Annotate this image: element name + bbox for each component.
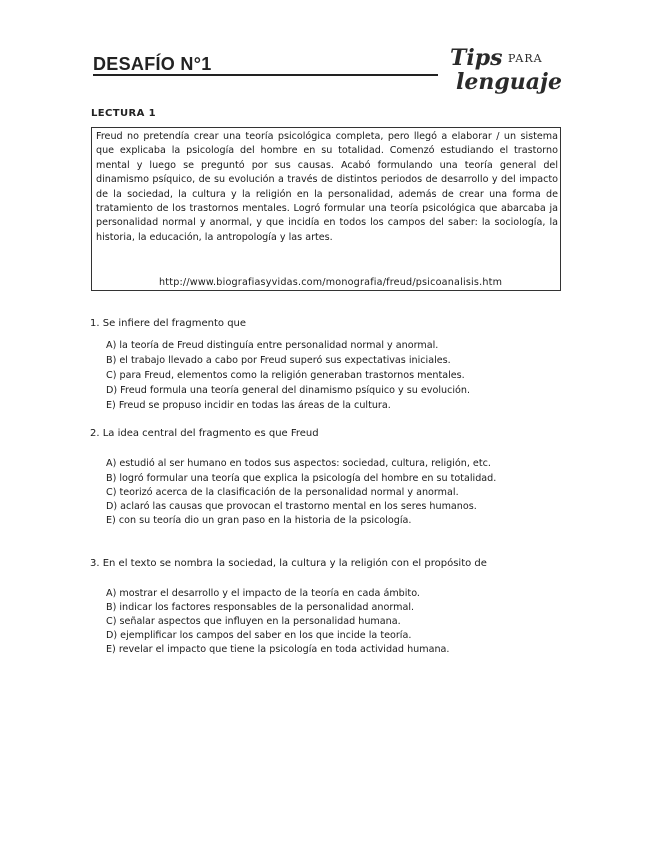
question-3-option-a[interactable]: A) mostrar el desarrollo y el impacto de la teoría en cada ámbito. (106, 588, 420, 599)
reading-text: Freud no pretendía crear una teoría psicológica completa, pero llegó a elaborar / un sistema que explicaba la psicología del hombre en su totalidad. Comenzó estudiando el trastorno mental y luego se preguntó por sus causas. Acabó formulando una teoría general del dinamismo psíquico, de su evolución a través de distintos periodos de desarrollo y del impacto de la sociedad, la cultura y la religión en la personalidad, además de crear una forma de tratamiento de los trastornos mentales. Logró formular una teoría psicológica que abarcaba ja personalidad normal y anormal, y que incidía en todos los campos del saber: la sociología, la historia, la educación, la antropología y las artes. (96, 131, 558, 243)
page-title: DESAFÍO N°1 (93, 54, 212, 74)
question-2-prompt: 2. La idea central del fragmento es que Freud (90, 428, 319, 439)
question-1-prompt: 1. Se infiere del fragmento que (90, 318, 247, 329)
question-3-option-b[interactable]: B) indicar los factores responsables de la personalidad anormal. (106, 602, 415, 613)
question-2-option-d[interactable]: D) aclaró las causas que provocan el trastorno mental en los seres humanos. (106, 501, 477, 512)
question-2-option-b[interactable]: B) logró formular una teoría que explica la psicología del hombre en su totalidad. (106, 473, 497, 484)
title-underline (93, 74, 438, 76)
question-3-option-c[interactable]: C) señalar aspectos que influyen en la personalidad humana. (106, 616, 401, 627)
question-2-option-c[interactable]: C) teorizó acerca de la clasificación de la personalidad normal y anormal. (106, 487, 459, 498)
question-1-option-c[interactable]: C) para Freud, elementos como la religión generaban trastornos mentales. (106, 370, 465, 381)
logo-para-text: PARA (508, 52, 543, 65)
tips-para-lenguaje-logo (446, 43, 564, 95)
question-2-option-e[interactable]: E) con su teoría dio un gran paso en la historia de la psicología. (106, 515, 412, 526)
reading-label: LECTURA 1 (91, 108, 156, 119)
logo-tips-text: Tips (450, 45, 503, 71)
reading-source: http://www.biografiasyvidas.com/monografia/freud/psicoanalisis.htm (159, 277, 503, 288)
question-3-option-e[interactable]: E) revelar el impacto que tiene la psicología en toda actividad humana. (106, 644, 450, 655)
question-2-option-a[interactable]: A) estudió al ser humano en todos sus aspectos: sociedad, cultura, religión, etc. (106, 458, 491, 469)
question-3-prompt: 3. En el texto se nombra la sociedad, la cultura y la religión con el propósito de (90, 558, 487, 569)
question-3-option-d[interactable]: D) ejemplificar los campos del saber en los que incide la teoría. (106, 630, 412, 641)
question-1-option-e[interactable]: E) Freud se propuso incidir en todas las áreas de la cultura. (106, 400, 391, 411)
question-1-option-a[interactable]: A) la teoría de Freud distinguía entre personalidad normal y anormal. (106, 340, 439, 351)
question-1-option-b[interactable]: B) el trabajo llevado a cabo por Freud superó sus expectativas iniciales. (106, 355, 451, 366)
question-1-option-d[interactable]: D) Freud formula una teoría general del dinamismo psíquico y su evolución. (106, 385, 471, 396)
logo-lenguaje-text: lenguaje (456, 69, 562, 95)
